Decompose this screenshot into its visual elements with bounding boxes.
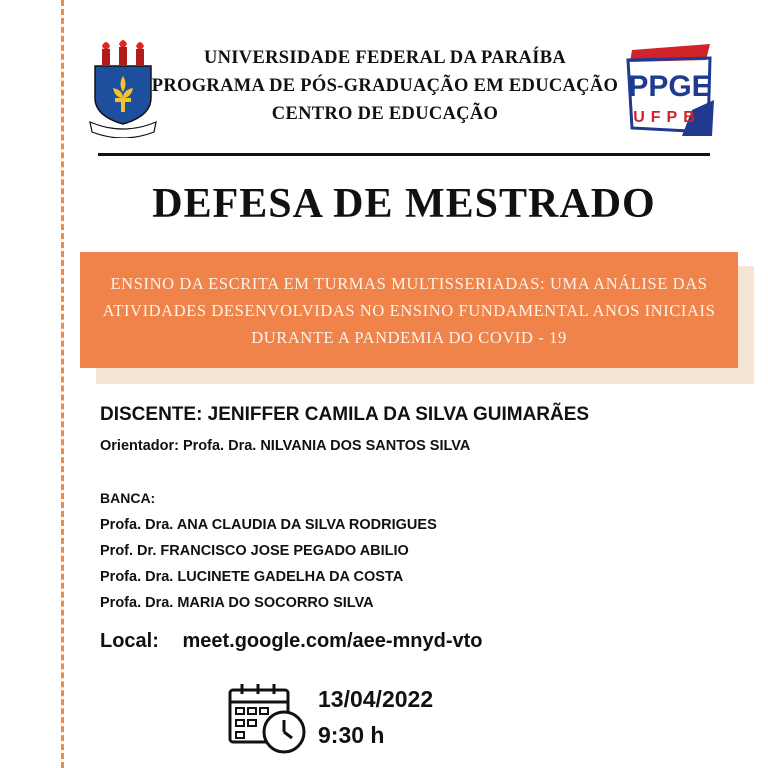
calendar-clock-icon	[228, 682, 310, 756]
event-date: 13/04/2022	[318, 686, 434, 712]
event-time: 9:30 h	[318, 722, 385, 748]
meeting-link[interactable]: meet.google.com/aee-mnyd-vto	[182, 630, 483, 652]
committee-member: Profa. Dra. MARIA DO SOCORRO SILVA	[100, 595, 374, 611]
logo-subtext: UFPB	[633, 109, 701, 126]
committee-label: BANCA:	[100, 490, 156, 506]
committee-member: Prof. Dr. FRANCISCO JOSE PEGADO ABILIO	[100, 543, 409, 559]
committee-member: Profa. Dra. ANA CLAUDIA DA SILVA RODRIGUES	[100, 517, 437, 533]
center-name: CENTRO DE EDUCAÇÃO	[271, 104, 499, 124]
program-name: PROGRAMA DE PÓS-GRADUAÇÃO EM EDUCAÇÃO	[151, 76, 619, 96]
thesis-title: ENSINO DA ESCRITA EM TURMAS MULTISSERIADAS: UMA ANÁLISE DAS ATIVIDADES DESENVOLVIDAS NO ENSINO FUNDAMENTAL ANOS INICIAIS DURANTE A PANDEMIA DO COVID - 19	[102, 273, 716, 347]
committee-list	[100, 512, 437, 616]
page-title: DEFESA DE MESTRADO	[152, 181, 656, 227]
institution-header	[150, 44, 620, 128]
dashed-divider	[61, 0, 64, 768]
institution-name: UNIVERSIDADE FEDERAL DA PARAÍBA	[203, 48, 567, 68]
location-label: Local:	[100, 630, 159, 652]
thesis-title-box	[80, 252, 738, 368]
logo-text: PPGE	[628, 70, 712, 103]
advisor-name: Orientador: Profa. Dra. NILVANIA DOS SANTOS SILVA	[100, 438, 471, 454]
university-crest-icon	[88, 36, 158, 138]
ppge-logo-icon	[622, 40, 718, 136]
header-divider	[98, 153, 710, 156]
student-name: DISCENTE: JENIFFER CAMILA DA SILVA GUIMARÃES	[100, 404, 590, 425]
committee-member: Profa. Dra. LUCINETE GADELHA DA COSTA	[100, 569, 404, 585]
location-row	[100, 630, 483, 653]
